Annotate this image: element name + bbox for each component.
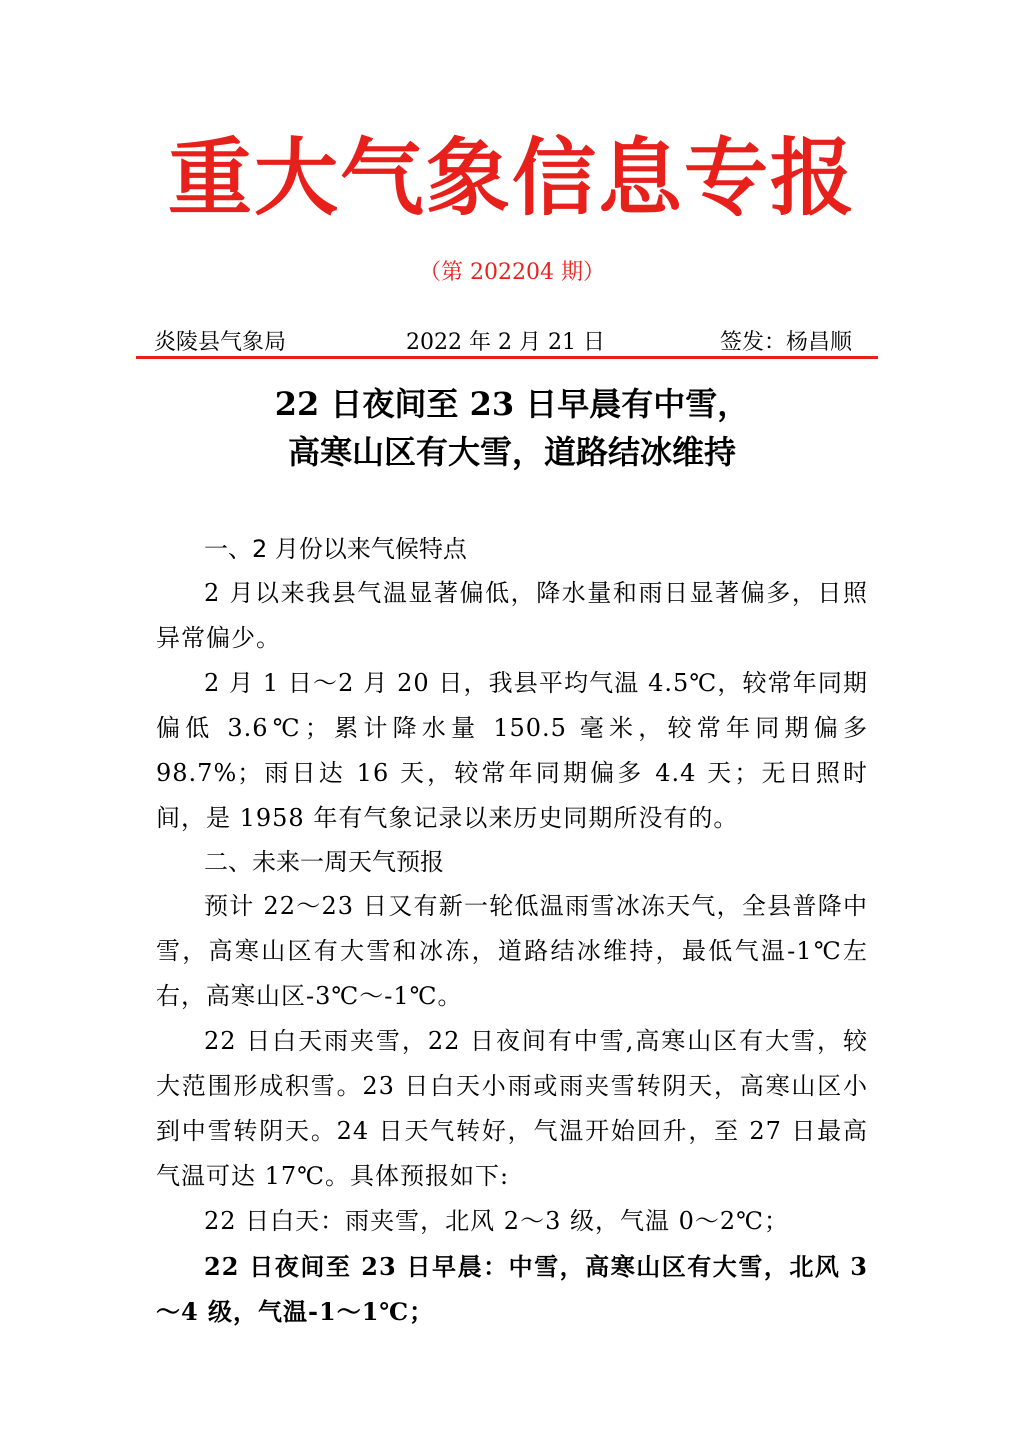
forecast-day-22: 22 日白天：雨夹雪，北风 2～3 级，气温 0～2℃；	[204, 1207, 789, 1235]
issue-date: 2022 年 2 月 21 日	[406, 330, 605, 355]
red-divider	[136, 356, 878, 359]
issue-number: （第 202204 期）	[419, 260, 605, 285]
section-1-heading: 一、2 月份以来气候特点	[204, 535, 467, 563]
section-2-paragraph-1: 预计 22～23 日又有新一轮低温雨雪冰冻天气，全县普降中雪，高寒山区有大雪和冰冻，道路结冰维持，最低气温-1℃左右，高寒山区-3℃～-1℃。	[156, 892, 868, 1010]
issuing-org: 炎陵县气象局	[154, 330, 287, 355]
masthead-title: 重大气象信息专报	[167, 129, 856, 227]
section-2-paragraph-2: 22 日白天雨夹雪，22 日夜间有中雪,高寒山区有大雪，较大范围形成积雪。23 日白天小雨或雨夹雪转阴天，高寒山区小到中雪转阴天。24 日天气转好，气温开始回升，至 27 日最高气温可达 17℃。具体预报如下:	[156, 1027, 868, 1190]
section-2-heading: 二、未来一周天气预报	[204, 848, 444, 876]
section-1-paragraph-1: 2 月以来我县气温显著偏低，降水量和雨日显著偏多，日照异常偏少。	[156, 579, 868, 652]
forecast-night-22-23: 22 日夜间至 23 日早晨：中雪，高寒山区有大雪，北风 3～4 级，气温-1～1℃；	[156, 1252, 868, 1326]
signer: 签发：杨昌顺	[719, 330, 852, 355]
meta-line	[152, 327, 872, 359]
section-1-paragraph-2: 2 月 1 日～2 月 20 日，我县平均气温 4.5℃，较常年同期偏低 3.6℃；累计降水量 150.5 毫米，较常年同期偏多 98.7%；雨日达 16 天，较常年同期偏多 4.4 天；无日照时间，是 1958 年有气象记录以来历史同期所没有的。	[156, 669, 868, 832]
headline-line-2: 高寒山区有大雪，道路结冰维持	[287, 433, 736, 471]
document-body	[156, 528, 868, 1334]
headline-line-1: 22 日夜间至 23 日早晨有中雪，	[274, 385, 750, 423]
headline	[0, 380, 1024, 476]
